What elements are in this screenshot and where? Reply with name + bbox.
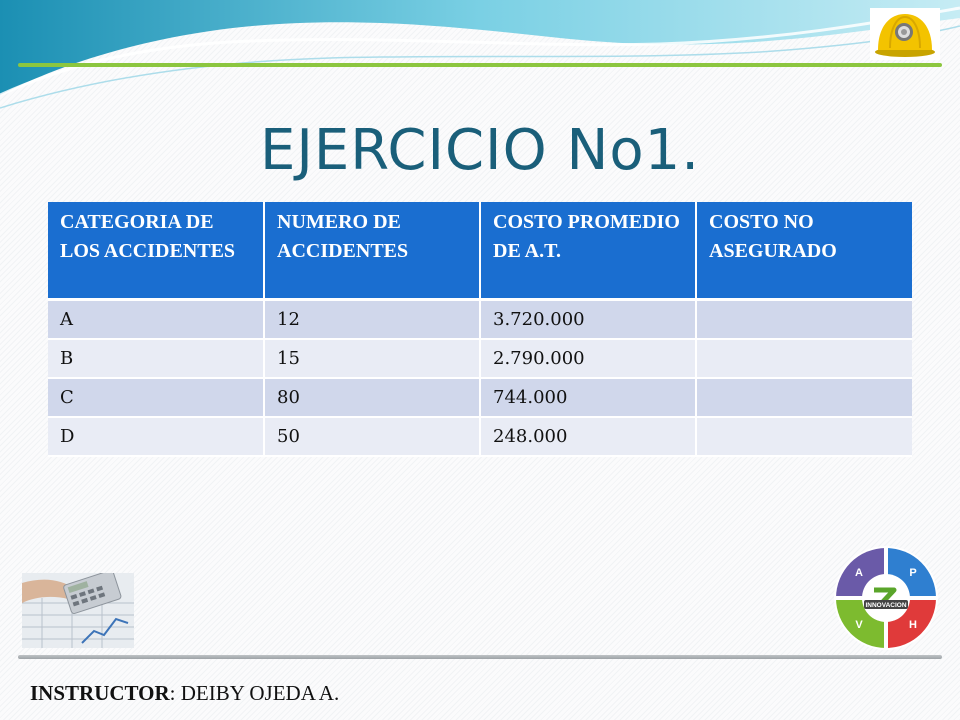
instructor-name: : DEIBY OJEDA A. — [169, 681, 340, 705]
table-cell: 12 — [264, 300, 480, 340]
instructor-credit — [30, 681, 339, 706]
table-row — [48, 300, 912, 340]
table-cell: 15 — [264, 339, 480, 378]
accidents-table — [48, 202, 912, 457]
table-cell: B — [48, 339, 264, 378]
table-cell: D — [48, 417, 264, 456]
calculator-image — [22, 573, 134, 648]
column-header: NUMERO DE ACCIDENTES — [264, 202, 480, 300]
column-header: COSTO NO ASEGURADO — [696, 202, 912, 300]
table-cell — [696, 378, 912, 417]
table-cell: 50 — [264, 417, 480, 456]
table-cell — [696, 339, 912, 378]
table-row — [48, 417, 912, 456]
apvh-cycle-logo — [831, 543, 941, 653]
instructor-label: INSTRUCTOR — [30, 681, 170, 705]
apvh-quadrant-p: P — [909, 567, 917, 579]
table-row — [48, 378, 912, 417]
footer-divider — [18, 655, 942, 659]
table-cell — [696, 300, 912, 340]
table-cell — [696, 417, 912, 456]
header-wave-decoration — [0, 0, 960, 120]
apvh-quadrant-h: H — [909, 619, 917, 631]
table-cell: 3.720.000 — [480, 300, 696, 340]
mining-helmet-icon — [870, 8, 940, 60]
table-cell: 2.790.000 — [480, 339, 696, 378]
apvh-quadrant-a: A — [855, 567, 863, 579]
apvh-quadrant-v: V — [855, 619, 863, 631]
column-header: COSTO PROMEDIO DE A.T. — [480, 202, 696, 300]
table-row — [48, 339, 912, 378]
column-header: CATEGORIA DE LOS ACCIDENTES — [48, 202, 264, 300]
apvh-center-label: INNOVACION — [865, 602, 907, 609]
table-cell: 744.000 — [480, 378, 696, 417]
table-cell: 248.000 — [480, 417, 696, 456]
slide-title: EJERCICIO No1. — [259, 118, 701, 183]
table-header-row — [48, 202, 912, 300]
table-cell: 80 — [264, 378, 480, 417]
table-cell: C — [48, 378, 264, 417]
table-cell: A — [48, 300, 264, 340]
